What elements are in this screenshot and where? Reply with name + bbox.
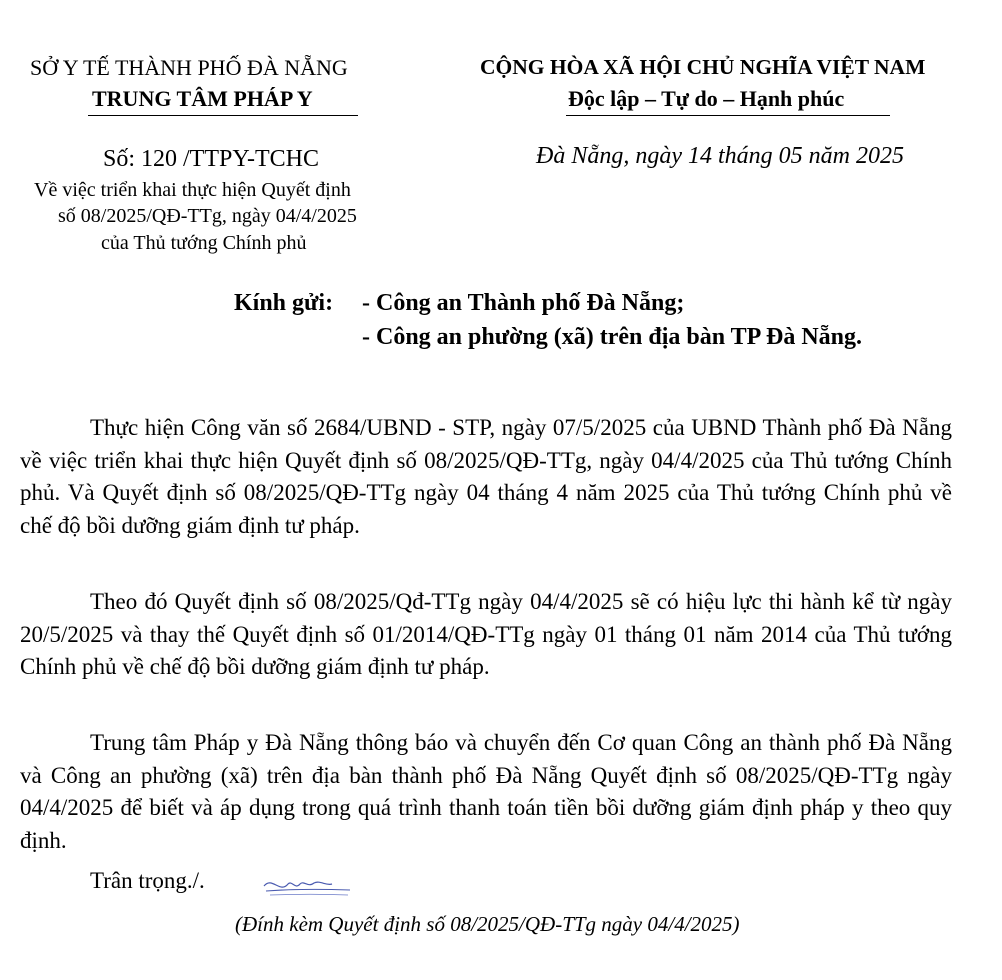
recipient-label: Kính gửi: <box>234 290 334 316</box>
place-date: Đà Nẵng, ngày 14 tháng 05 năm 2025 <box>536 143 904 169</box>
document-number: Số: 120 /TTPY-TCHC <box>103 146 320 172</box>
subject-line-2: số 08/2025/QĐ-TTg, ngày 04/4/2025 <box>58 205 357 227</box>
recipient-item: - Công an phường (xã) trên địa bàn TP Đà Nẵng. <box>362 324 863 350</box>
national-motto: Độc lập – Tự do – Hạnh phúc <box>568 86 845 111</box>
signature-mark <box>262 872 352 902</box>
body-paragraph: Theo đó Quyết định số 08/2025/Qđ-TTg ngày 04/4/2025 sẽ có hiệu lực thi hành kể từ ngày 20/5/2025 và thay thế Quyết định số 01/2014/QĐ-TTg ngày 01 tháng 01 năm 2014 của Thủ tướng Chính phủ về chế độ bồi dưỡng giám định tư pháp. <box>20 589 952 680</box>
nation-title: CỘNG HÒA XÃ HỘI CHỦ NGHĨA VIỆT NAM <box>480 55 926 79</box>
center-name: TRUNG TÂM PHÁP Y <box>92 86 313 111</box>
attachment-note: (Đính kèm Quyết định số 08/2025/QĐ-TTg ngày 04/4/2025) <box>235 912 740 936</box>
body-paragraph: Thực hiện Công văn số 2684/UBND - STP, ngày 07/5/2025 của UBND Thành phố Đà Nẵng về việc triển khai thực hiện Quyết định số 08/2025/QĐ-TTg, ngày 04/4/2025 của Thủ tướng Chính phủ. Và Quyết định số 08/2025/QĐ-TTg ngày 04 tháng 4 năm 2025 của Thủ tướng Chính phủ về chế độ bồi dưỡng giám định tư pháp. <box>20 415 952 539</box>
body-paragraph: Trung tâm Pháp y Đà Nẵng thông báo và chuyển đến Cơ quan Công an thành phố Đà Nẵng và Công an phường (xã) trên địa bàn thành phố Đà Nẵng Quyết định số 08/2025/QĐ-TTg ngày 04/4/2025 để biết và áp dụng trong quá trình thanh toán tiền bồi dưỡng giám định pháp y theo quy định. <box>20 730 952 854</box>
subject-line-3: của Thủ tướng Chính phủ <box>101 232 307 254</box>
closing-text: Trân trọng./. <box>90 868 205 893</box>
subject-line-1: Về việc triển khai thực hiện Quyết định <box>34 179 351 201</box>
recipient-item: - Công an Thành phố Đà Nẵng; <box>362 290 685 316</box>
motto-underline <box>566 115 890 116</box>
department-name: SỞ Y TẾ THÀNH PHỐ ĐÀ NẴNG <box>30 55 348 80</box>
center-underline <box>88 115 358 116</box>
